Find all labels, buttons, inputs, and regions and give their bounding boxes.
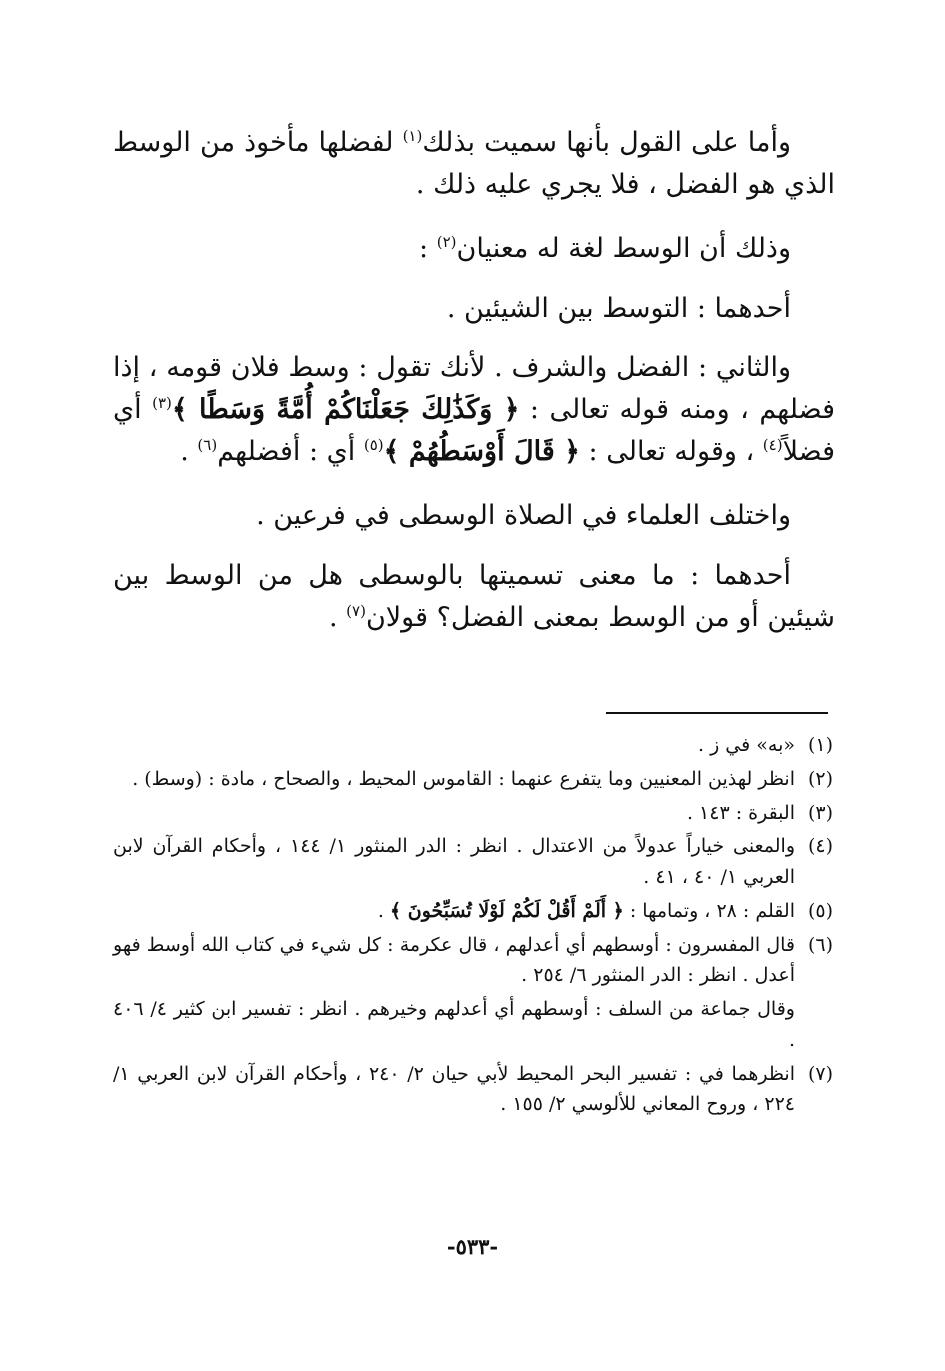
footnote-number: (٤) <box>807 835 833 858</box>
footnote-number: (٣) <box>807 801 833 824</box>
footnote-1 <box>113 730 833 761</box>
quran-verse-2: ﴿ قَالَ أَوْسَطُهُمْ ﴾ <box>383 436 580 468</box>
footnote-marker-4[interactable]: (٤) <box>762 436 783 455</box>
footnote-marker-2[interactable]: (٢) <box>436 232 457 251</box>
paragraph-2: وذلك أن الوسط لغة له معنيان$^{(٢)}$ : <box>419 232 791 264</box>
footnote-number: (٧) <box>807 1062 833 1085</box>
footnote-text: القلم : ٢٨ ، وتمامها : ﴿ أَلَمْ أَقُلْ لَكُمْ لَوْلَا تُسَبِّحُونَ ﴾ . <box>377 899 795 922</box>
footnote-number: (٢) <box>807 767 833 790</box>
footnote-3 <box>113 798 833 829</box>
quran-verse-3: ﴿ أَلَمْ أَقُلْ لَكُمْ لَوْلَا تُسَبِّحُونَ ﴾ <box>390 899 624 922</box>
footnote-separator <box>606 712 828 714</box>
paragraph-4: والثاني : الفضل والشرف . لأنك تقول : وسط فلان قومه ، إذا فضلهم ، ومنه قوله تعالى : ﴿ وَكَذَٰلِكَ جَعَلْنَاكُمْ أُمَّةً وَسَطًا ﴾$^{(٣)}$ أي فضلاً$^{(٤)}$ ، وقوله تعالى : ﴿ قَالَ أَوْسَطُهُمْ ﴾$^{(٥)}$ أي : أفضلهم$^{(٦)}$ . <box>113 352 836 468</box>
footnote-2 <box>113 764 833 795</box>
footnote-5 <box>113 896 833 927</box>
footnote-marker-1[interactable]: (١) <box>402 127 423 145</box>
footnote-4 <box>113 831 833 893</box>
footnote-number: (٥) <box>807 899 833 922</box>
paragraph-6: أحدهما : ما معنى تسميتها بالوسطى هل من الوسط بين شيئين أو من الوسط بمعنى الفضل؟ قولان$^{(٧)}$ . <box>113 559 835 633</box>
main-text <box>113 122 835 660</box>
paragraph-5: واختلف العلماء في الصلاة الوسطى في فرعين . <box>256 499 791 531</box>
footnote-text: والمعنى خياراً عدولاً من الاعتدال . انظر : الدر المنثور ١/ ١٤٤ ، وأحكام القرآن لابن العربي ١/ ٤٠ ، ٤١ . <box>113 835 795 889</box>
footnote-text: انظر لهذين المعنيين وما يتفرع عنهما : القاموس المحيط ، والصحاح ، مادة : (وسط) . <box>132 767 795 790</box>
footnote-marker-5[interactable]: (٥) <box>363 436 384 455</box>
quran-verse-1: ﴿ وَكَذَٰلِكَ جَعَلْنَاكُمْ أُمَّةً وَسَطًا ﴾ <box>171 394 520 426</box>
footnote-text: البقرة : ١٤٣ . <box>686 801 795 824</box>
footnote-number: (١) <box>807 734 833 756</box>
paragraph-3: أحدهما : التوسط بين الشيئين . <box>446 292 791 324</box>
footnote-text: قال المفسرون : أوسطهم أي أعدلهم ، قال عكرمة : كل شيء في كتاب الله أوسط فهو أعدل . انظر : الدر المنثور ٦/ ٢٥٤ . <box>113 933 795 987</box>
footnote-marker-3[interactable]: (٣) <box>152 394 172 413</box>
footnote-text: «به» في ز . <box>698 734 795 756</box>
footnote-number: (٦) <box>807 933 833 956</box>
footnotes <box>113 730 833 1123</box>
footnote-marker-7[interactable]: (٧) <box>346 601 366 620</box>
footnote-7 <box>113 1059 833 1121</box>
page-number: -٥٣٣- <box>446 1234 499 1259</box>
footnote-text: انظرهما في : تفسير البحر المحيط لأبي حيان ٢/ ٢٤٠ ، وأحكام القرآن لابن العربي ١/ ٢٢٤ ، وروح المعاني للألوسي ٢/ ١٥٥ . <box>113 1062 795 1116</box>
footnote-marker-6[interactable]: (٦) <box>197 436 218 455</box>
footnote-6 <box>113 930 833 992</box>
paragraph-1: وأما على القول بأنها سميت بذلك$^{(١)}$ لفضلها مأخوذ من الوسط الذي هو الفضل ، فلا يجري عليه ذلك . <box>113 127 835 200</box>
footnote-6-continuation: وقال جماعة من السلف : أوسطهم أي أعدلهم وخيرهم . انظر : تفسير ابن كثير ٤/ ٤٠٦ . <box>113 998 795 1051</box>
